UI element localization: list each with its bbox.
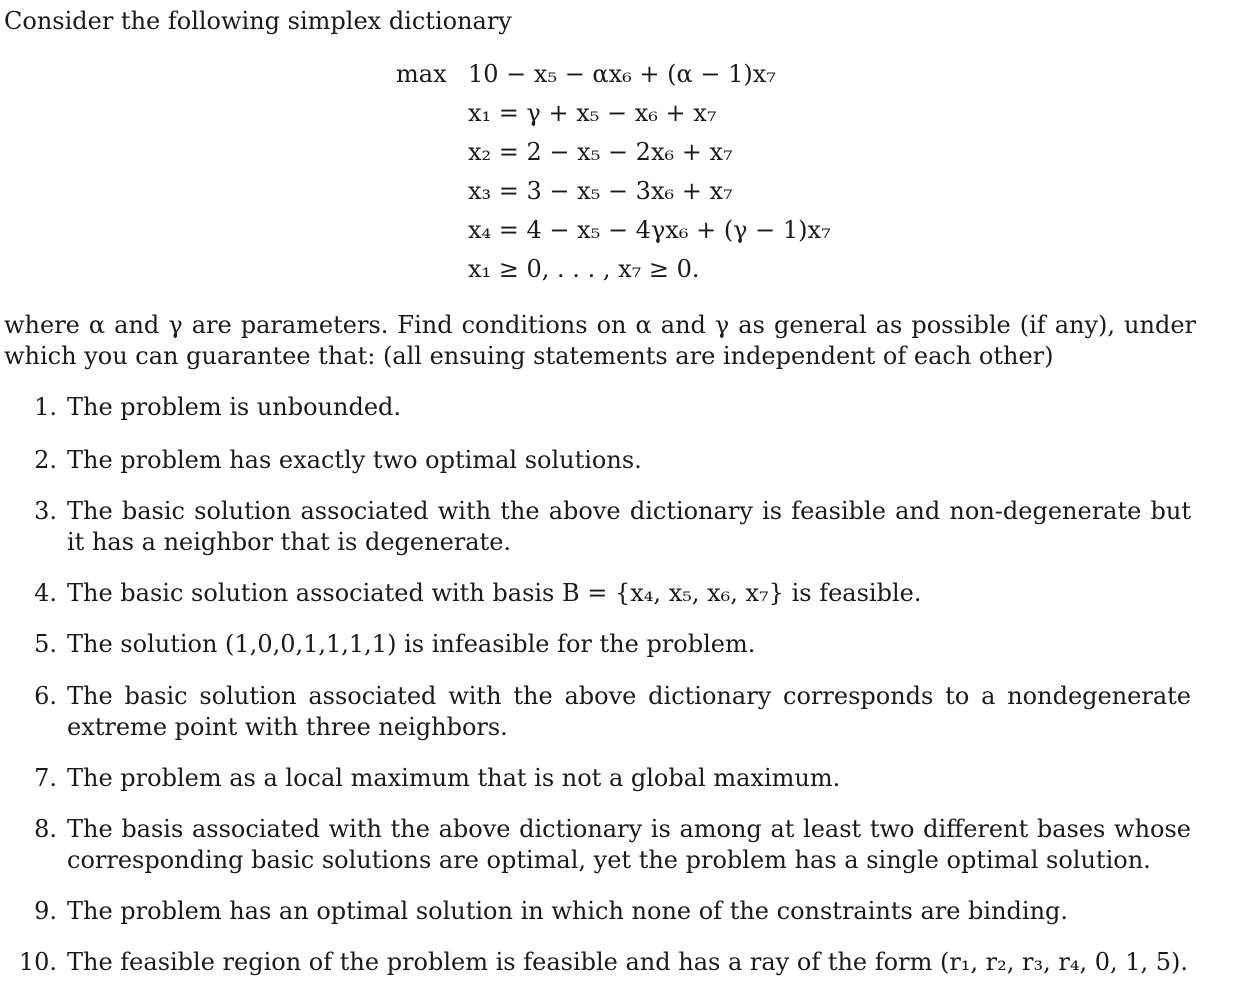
- item-text: The problem as a local maximum that is not a global maximum.: [67, 764, 841, 792]
- item-number: 3.: [34, 497, 57, 525]
- item-text: The basis associated with the above dictionary is among at least two different bases whose corresponding basic solutions are optimal, yet the problem has a single optimal solution.: [67, 815, 1191, 874]
- objective-expression: 10 − x₅ − αx₆ + (α − 1)x₇: [468, 60, 776, 88]
- item-number: 7.: [34, 764, 57, 792]
- item-text: The problem has an optimal solution in which none of the constraints are binding.: [67, 897, 1069, 925]
- constraint-x2: x₂ = 2 − x₅ − 2x₆ + x₇: [468, 138, 733, 166]
- intro-text: Consider the following simplex dictionary: [4, 7, 512, 35]
- constraint-x3: x₃ = 3 − x₅ − 3x₆ + x₇: [468, 177, 733, 205]
- item-number: 9.: [34, 897, 57, 925]
- item-number: 8.: [34, 815, 57, 843]
- item-text: The basic solution associated with basis B = {x₄, x₅, x₆, x₇} is feasible.: [67, 579, 922, 607]
- item-text: The problem is unbounded.: [67, 393, 402, 421]
- item-text: The feasible region of the problem is feasible and has a ray of the form (r₁, r₂, r₃, r₄, 0, 1, 5).: [67, 948, 1189, 976]
- item-text: The basic solution associated with the above dictionary is feasible and non-degenerate but it has a neighbor that is degenerate.: [67, 497, 1191, 556]
- item-number: 2.: [34, 446, 57, 474]
- item-number: 4.: [34, 579, 57, 607]
- item-text: The basic solution associated with the above dictionary corresponds to a nondegenerate extreme point with three neighbors.: [67, 682, 1191, 741]
- item-number: 1.: [34, 393, 57, 421]
- item-number: 10.: [18, 948, 57, 976]
- item-number: 6.: [34, 682, 57, 710]
- objective-label: max: [396, 60, 447, 88]
- item-text: The solution (1,0,0,1,1,1,1) is infeasible for the problem.: [67, 630, 756, 658]
- constraint-x1: x₁ = γ + x₅ − x₆ + x₇: [468, 99, 717, 127]
- constraint-x4: x₄ = 4 − x₅ − 4γx₆ + (γ − 1)x₇: [468, 216, 831, 244]
- item-number: 5.: [34, 630, 57, 658]
- question-paragraph: where α and γ are parameters. Find conditions on α and γ as general as possible (if any), under which you can guarantee that: (all ensuing statements are independent of each other): [4, 311, 1196, 370]
- nonnegativity-constraint: x₁ ≥ 0, . . . , x₇ ≥ 0.: [468, 255, 700, 283]
- item-text: The problem has exactly two optimal solutions.: [67, 446, 642, 474]
